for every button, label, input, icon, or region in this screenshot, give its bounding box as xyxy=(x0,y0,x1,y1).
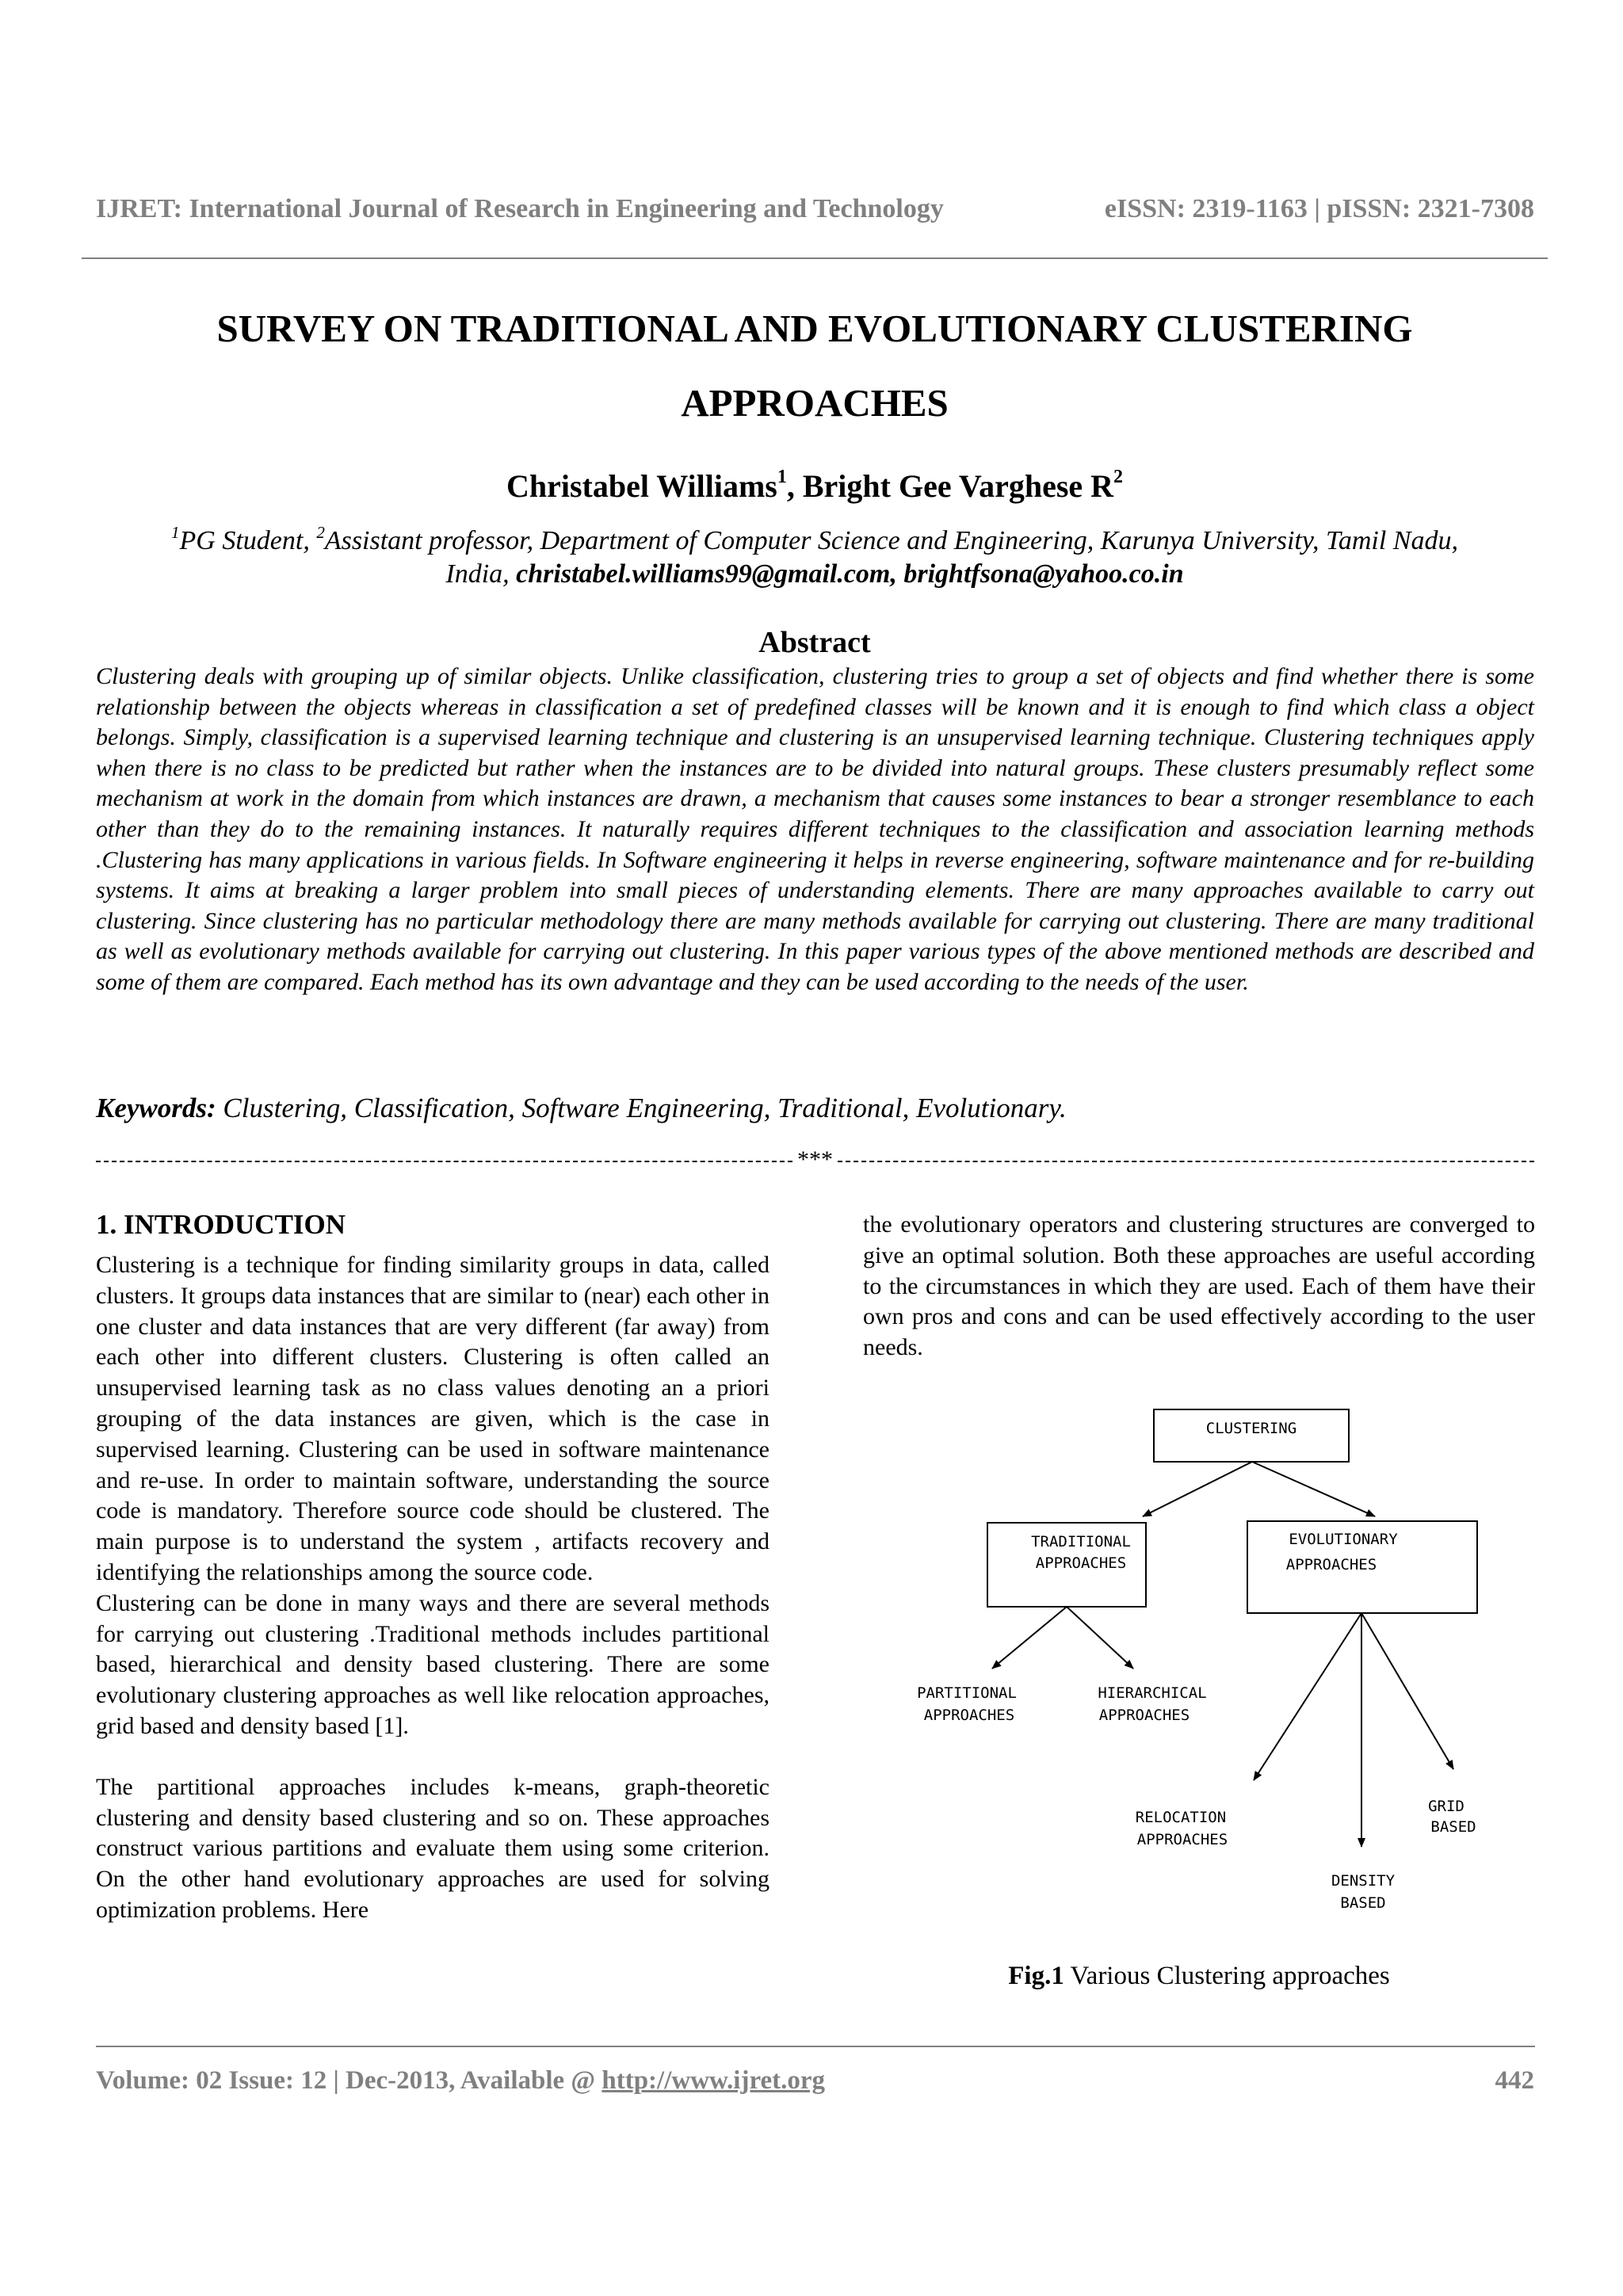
intro-paragraph-1: Clustering is a technique for finding similarity groups in data, called clusters. It groups data instances that are similar to (near) each other in one cluster and data instances that are very different (far away) from each other into different clusters. Clustering is often called an unsupervised learning task as no class values denoting an a priori grouping of the data instances are given, which is the case in supervised learning. Clustering can be used in software maintenance and re-use. In order to maintain software, understanding the source code is mandatory. Therefore source code should be clustered. The main purpose is to understand the system , artifacts recovery and identifying the relationships among the source code. xyxy=(96,1252,769,1585)
author-separator: , xyxy=(786,468,803,504)
title-line-1: SURVEY ON TRADITIONAL AND EVOLUTIONARY CLUSTERING xyxy=(216,307,1413,350)
label-grid-2: BASED xyxy=(1430,1818,1476,1836)
header-rule xyxy=(82,257,1548,259)
affil-role-2-dept: Assistant professor, Department of Computer Science and Engineering, Karunya University, Tamil Nadu, xyxy=(324,526,1458,555)
abstract-heading: Abstract xyxy=(758,626,871,659)
affil-role-1: PG Student, xyxy=(179,526,317,555)
label-clustering: CLUSTERING xyxy=(1205,1420,1297,1437)
footer-rule xyxy=(96,2046,1535,2047)
label-grid-1: GRID xyxy=(1428,1798,1465,1815)
figure-caption-text: Various Clustering approaches xyxy=(1064,1962,1390,1990)
label-evolutionary-1: EVOLUTIONARY xyxy=(1289,1531,1398,1548)
title-line-2: APPROACHES xyxy=(681,381,949,425)
affiliation xyxy=(103,524,1526,591)
author-list xyxy=(95,464,1534,509)
author-2-affil-mark: 2 xyxy=(1113,467,1124,487)
label-traditional-2: APPROACHES xyxy=(1035,1554,1127,1572)
keywords-label: Keywords: xyxy=(96,1093,216,1123)
label-relocation-2: APPROACHES xyxy=(1136,1831,1228,1848)
arrow-to-grid xyxy=(1361,1613,1453,1769)
separator-dashes-left xyxy=(96,1161,792,1162)
affil-mark-1: 1 xyxy=(171,523,180,542)
label-partitional-1: PARTITIONAL xyxy=(917,1684,1017,1702)
label-hierarchical-2: APPROACHES xyxy=(1098,1707,1190,1724)
abstract-body: Clustering deals with grouping up of similar objects. Unlike classification, clustering tries to group a set of objects and find whether there is some relationship between the objects whereas in classification a set of predefined classes will be known and it is enough to find which class a object belongs. Simply, classification is a supervised learning technique and clustering is an unsupervised learning technique. Clustering techniques apply when there is no class to be predicted but rather when the instances are to be divided into natural groups. These clusters presumably reflect some mechanism at work in the domain from which instances are drawn, a mechanism that causes some instances to bear a stronger resemblance to each other than they do to the remaining instances. It naturally requires different techniques to the classification and association learning methods .Clustering has many applications in various fields. In Software engineering it helps in reverse engineering, software maintenance and for re-building systems. It aims at breaking a larger problem into small pieces of understanding elements. There are many approaches available to carry out clustering. Since clustering has no particular methodology there are many methods available for carrying out clustering. There are many traditional as well as evolutionary methods available for carrying out clustering. In this paper various types of the above mentioned methods are described and some of them are compared. Each method has its own advantage and they can be used according to the needs of the user. xyxy=(96,663,1534,995)
arrow-to-traditional xyxy=(1143,1462,1252,1516)
right-column xyxy=(863,1210,1535,1363)
page-number: 442 xyxy=(1495,2066,1534,2095)
paper-title xyxy=(95,292,1534,441)
label-partitional-2: APPROACHES xyxy=(923,1707,1015,1724)
label-traditional-1: TRADITIONAL xyxy=(1031,1533,1131,1550)
issn: eISSN: 2319-1163 | pISSN: 2321-7308 xyxy=(1104,194,1534,223)
author-1-affil-mark: 1 xyxy=(777,467,787,487)
author-1: Christabel Williams xyxy=(506,468,777,504)
author-2: Bright Gee Varghese R xyxy=(802,468,1114,504)
figure-label: Fig.1 xyxy=(1008,1962,1064,1990)
label-evolutionary-2: APPROACHES xyxy=(1285,1556,1377,1573)
volume-text: Volume: 02 Issue: 12 | Dec-2013, Available @ xyxy=(96,2066,602,2095)
arrow-to-partitional xyxy=(992,1607,1067,1669)
section-separator xyxy=(96,1144,1534,1176)
arrow-to-relocation xyxy=(1254,1613,1361,1780)
keywords xyxy=(96,1092,1534,1125)
running-footer xyxy=(96,2066,1534,2106)
intro-paragraph-3: The partitional approaches includes k-means, graph-theoretic clustering and density based clustering and so on. These approaches construct various partitions and evaluate them using some criterion. On the other hand evolutionary approaches are used for solving optimization problems. Here xyxy=(96,1773,769,1923)
label-density-2: BASED xyxy=(1340,1894,1386,1912)
figure-caption xyxy=(863,1960,1535,1992)
volume-info xyxy=(96,2066,825,2096)
author-emails: christabel.williams99@gmail.com, brightfsona@yahoo.co.in xyxy=(516,559,1184,589)
clustering-taxonomy-diagram xyxy=(903,1406,1490,1929)
label-hierarchical-1: HIERARCHICAL xyxy=(1098,1684,1207,1702)
affil-country: India, xyxy=(445,559,517,589)
intro-paragraph-2: Clustering can be done in many ways and there are several methods for carrying out clustering .Traditional methods includes partitional based, hierarchical and density based clustering. There are some evolutionary clustering approaches as well like relocation approaches, grid based and density based [1]. xyxy=(96,1589,769,1739)
separator-dashes-right xyxy=(838,1161,1534,1162)
affil-mark-2: 2 xyxy=(316,523,325,542)
journal-name: IJRET: International Journal of Research in Engineering and Technology xyxy=(96,194,944,223)
journal-url-link[interactable]: http://www.ijret.org xyxy=(601,2066,826,2095)
arrow-to-hierarchical xyxy=(1067,1607,1133,1669)
arrow-to-evolutionary xyxy=(1252,1462,1375,1516)
label-relocation-1: RELOCATION xyxy=(1135,1809,1227,1826)
intro-paragraph-continued: the evolutionary operators and clustering structures are converged to give an optimal solution. Both these approaches are useful according to the circumstances in which they are used. Each of them have their own pros and cons and can be used effectively according to the user needs. xyxy=(863,1211,1535,1361)
left-column xyxy=(96,1207,769,1926)
section-heading-introduction: 1. INTRODUCTION xyxy=(96,1209,346,1240)
label-density-1: DENSITY xyxy=(1331,1872,1396,1890)
separator-stars: *** xyxy=(797,1146,833,1173)
keywords-list: Clustering, Classification, Software Engineering, Traditional, Evolutionary. xyxy=(216,1093,1067,1123)
running-header xyxy=(96,194,1534,234)
